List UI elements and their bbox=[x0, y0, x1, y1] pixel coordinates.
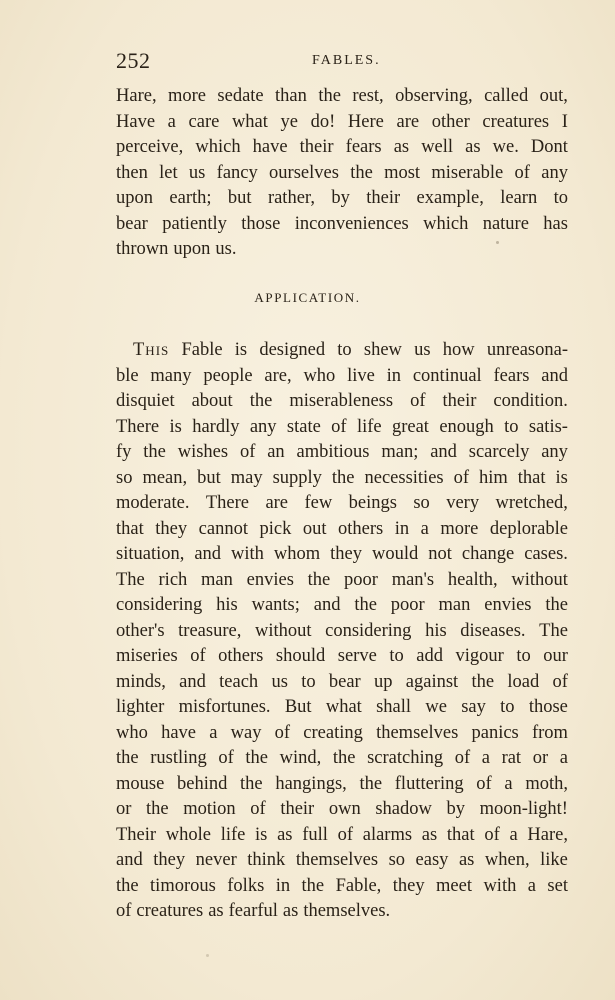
text-line: considering his wants; and the poor man envies the bbox=[116, 595, 568, 615]
text-line: perceive, which have their fears as well as we. Dont bbox=[116, 137, 568, 157]
application-opening-word-line bbox=[133, 338, 169, 364]
text-line: fy the wishes of an ambitious man; and scarcely any bbox=[116, 442, 568, 462]
text-line: There is hardly any state of life great enough to satis- bbox=[116, 416, 568, 437]
text-line: so mean, but may supply the necessities of him that is bbox=[116, 467, 568, 488]
text-line: then let us fancy ourselves the most miserable of any bbox=[116, 162, 568, 183]
text-line: minds, and teach us to bear up against the load of bbox=[116, 671, 568, 692]
paper-speck bbox=[206, 954, 209, 957]
text-line: situation, and with whom they would not change cases. bbox=[116, 544, 568, 564]
text-line: The rich man envies the poor man's health, without bbox=[116, 569, 568, 590]
text-line: the rustling of the wind, the scratching of a rat or a bbox=[116, 748, 568, 768]
application-heading: APPLICATION. bbox=[254, 290, 361, 305]
text-line: ble many people are, who live in continual fears and bbox=[116, 365, 568, 386]
text-line: bear patiently those inconveniences which nature has bbox=[116, 213, 568, 234]
text-line: of creatures as fearful as themselves. bbox=[116, 901, 391, 921]
text-line: Have a care what ye do! Here are other creatures I bbox=[116, 111, 568, 132]
text-line: disquiet about the miserableness of their condition. bbox=[116, 391, 568, 411]
text-line: thrown upon us. bbox=[116, 239, 237, 259]
text-line: mouse behind the hangings, the fluttering of a moth, bbox=[116, 773, 568, 794]
text-line: lighter misfortunes. But what shall we say to those bbox=[116, 697, 568, 717]
text-line: moderate. There are few beings so very wretched, bbox=[116, 493, 568, 513]
page-header bbox=[116, 48, 568, 78]
text-line: the timorous folks in the Fable, they meet with a set bbox=[116, 875, 568, 896]
text-line: miseries of others should serve to add vigour to our bbox=[116, 646, 568, 666]
application-text bbox=[116, 338, 568, 925]
text-line: upon earth; but rather, by their example, learn to bbox=[116, 188, 568, 208]
running-title: FABLES. bbox=[312, 53, 381, 68]
paper-speck bbox=[496, 241, 499, 244]
drop-word: This bbox=[133, 340, 170, 360]
text-line: other's treasure, without considering his diseases. The bbox=[116, 620, 568, 641]
fable-text bbox=[116, 84, 568, 263]
text-line: or the motion of their own shadow by moon-light! bbox=[116, 799, 568, 819]
text-line: and they never think themselves so easy as when, like bbox=[116, 850, 568, 870]
application-first-line: This Fable is designed to shew us how unreasona- bbox=[116, 338, 568, 364]
text-line: Their whole life is as full of alarms as that of a Hare, bbox=[116, 824, 568, 845]
text-line: Hare, more sedate than the rest, observing, called out, bbox=[116, 86, 568, 106]
text-line: who have a way of creating themselves panics from bbox=[116, 722, 568, 743]
page-number: 252 bbox=[116, 48, 151, 73]
text-line: that they cannot pick out others in a more deplorable bbox=[116, 518, 568, 539]
